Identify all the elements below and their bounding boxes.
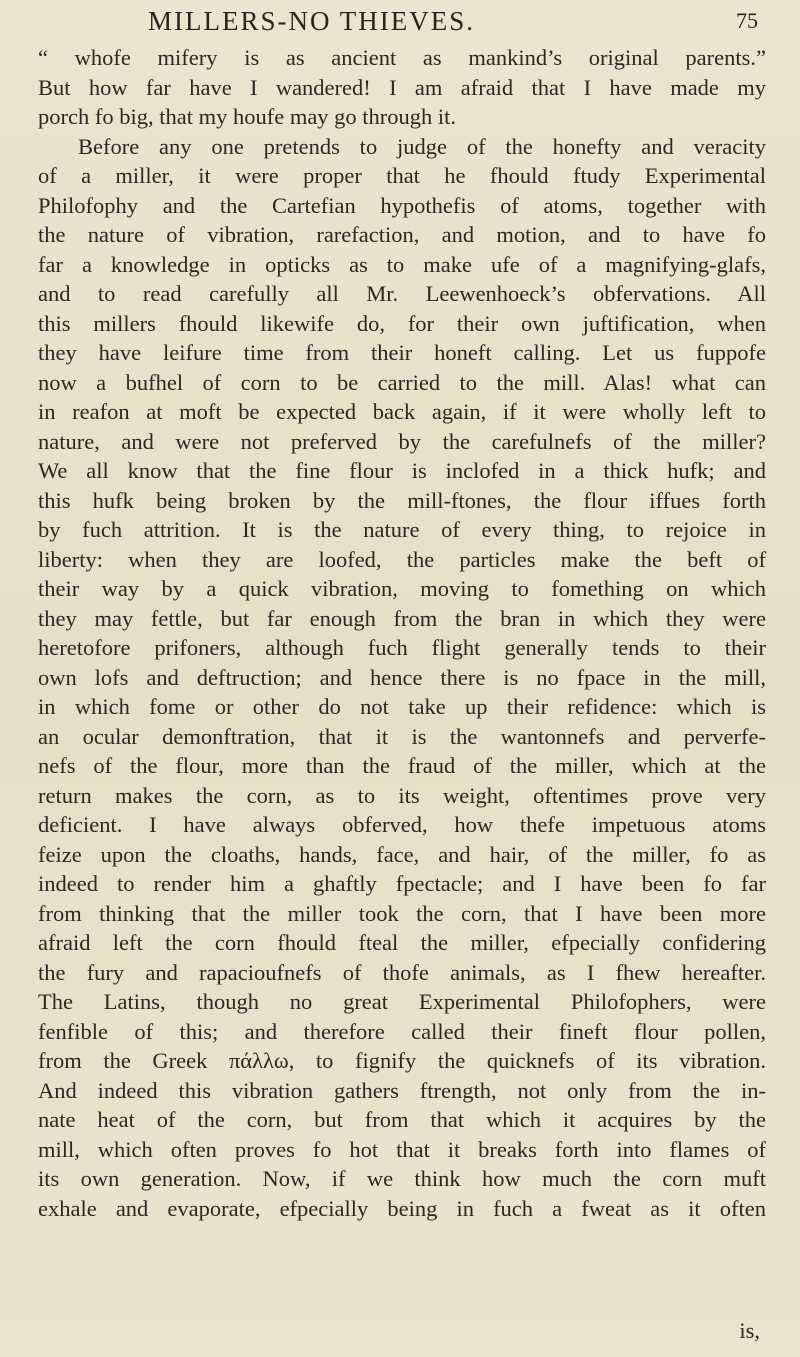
text-line: And indeed this vibration gathers ftrength, not only from the in- bbox=[38, 1077, 766, 1103]
text-line: The Latins, though no great Experimental Philofophers, were bbox=[38, 989, 766, 1014]
text-line: We all know that the fine flour is inclofed in a thick hufk; and bbox=[38, 458, 766, 483]
text-line: return makes the corn, as to its weight, oftentimes prove very bbox=[38, 782, 766, 808]
text-line: by fuch attrition. It is the nature of every thing, to rejoice in bbox=[38, 517, 766, 542]
text-line: nate heat of the corn, but from that which it acquires by the bbox=[38, 1107, 766, 1132]
text-line: porch fo big, that my houfe may go through it. bbox=[38, 104, 457, 129]
text-line: now a bufhel of corn to be carried to the mill. Alas! what can bbox=[38, 369, 766, 395]
text-line: in which fome or other do not take up their refidence: which is bbox=[38, 694, 766, 719]
text-line: far a knowledge in opticks as to make ufe of a magnifying-glafs, bbox=[38, 251, 766, 277]
text-line: from the Greek πάλλω, to fignify the quicknefs of its vibration. bbox=[38, 1048, 766, 1073]
text-line: this millers fhould likewife do, for their own juftification, when bbox=[38, 310, 766, 336]
text-line: mill, which often proves fo hot that it breaks forth into flames of bbox=[38, 1136, 766, 1162]
text-line: and to read carefully all Mr. Leewenhoeck’s obfervations. All bbox=[38, 281, 766, 306]
text-line: fenfible of this; and therefore called their fineft flour pollen, bbox=[38, 1018, 766, 1044]
text-line: of a miller, it were proper that he fhould ftudy Experimental bbox=[38, 163, 766, 188]
text-line: from thinking that the miller took the corn, that I have been more bbox=[38, 900, 766, 926]
body-text bbox=[38, 43, 766, 1223]
text-line: nefs of the flour, more than the fraud of the miller, which at the bbox=[38, 753, 766, 778]
text-line: an ocular demonftration, that it is the wantonnefs and perverfe- bbox=[38, 723, 766, 749]
text-line: their way by a quick vibration, moving to fomething on which bbox=[38, 576, 766, 601]
text-line: this hufk being broken by the mill-ftones, the flour iffues forth bbox=[38, 487, 766, 513]
text-line: deficient. I have always obferved, how thefe impetuous atoms bbox=[38, 812, 766, 837]
text-line: the nature of vibration, rarefaction, and motion, and to have fo bbox=[38, 222, 766, 247]
page-header bbox=[118, 6, 758, 40]
text-line: heretofore prifoners, although fuch flight generally tends to their bbox=[38, 635, 766, 660]
text-line: its own generation. Now, if we think how much the corn muft bbox=[38, 1166, 766, 1191]
text-line: they may fettle, but far enough from the bran in which they were bbox=[38, 605, 766, 631]
text-line: Philofophy and the Cartefian hypothefis of atoms, together with bbox=[38, 192, 766, 218]
text-line: liberty: when they are loofed, the particles make the beft of bbox=[38, 546, 766, 572]
text-line: nature, and were not preferved by the carefulnefs of the miller? bbox=[38, 428, 766, 454]
text-line: they have leifure time from their honeft calling. Let us fuppofe bbox=[38, 340, 766, 365]
text-line: “ whofe mifery is as ancient as mankind’s original parents.” bbox=[38, 45, 766, 70]
text-line: afraid left the corn fhould fteal the miller, efpecially confidering bbox=[38, 930, 766, 955]
text-line: Before any one pretends to judge of the honefty and veracity bbox=[78, 133, 766, 159]
text-line: feize upon the cloaths, hands, face, and hair, of the miller, fo as bbox=[38, 841, 766, 867]
text-line: own lofs and deftruction; and hence there is no fpace in the mill, bbox=[38, 664, 766, 690]
text-line: the fury and rapacioufnefs of thofe animals, as I fhew hereafter. bbox=[38, 959, 766, 985]
text-line: But how far have I wandered! I am afraid that I have made my bbox=[38, 74, 766, 100]
running-head: MILLERS-NO THIEVES. bbox=[148, 6, 475, 36]
text-line: exhale and evaporate, efpecially being in fuch a fweat as it often bbox=[38, 1195, 766, 1221]
text-line: indeed to render him a ghaftly fpectacle; and I have been fo far bbox=[38, 871, 766, 896]
text-line: in reafon at moft be expected back again, if it were wholly left to bbox=[38, 399, 766, 424]
page-number: 75 bbox=[736, 8, 758, 33]
catchword: is, bbox=[739, 1318, 760, 1343]
